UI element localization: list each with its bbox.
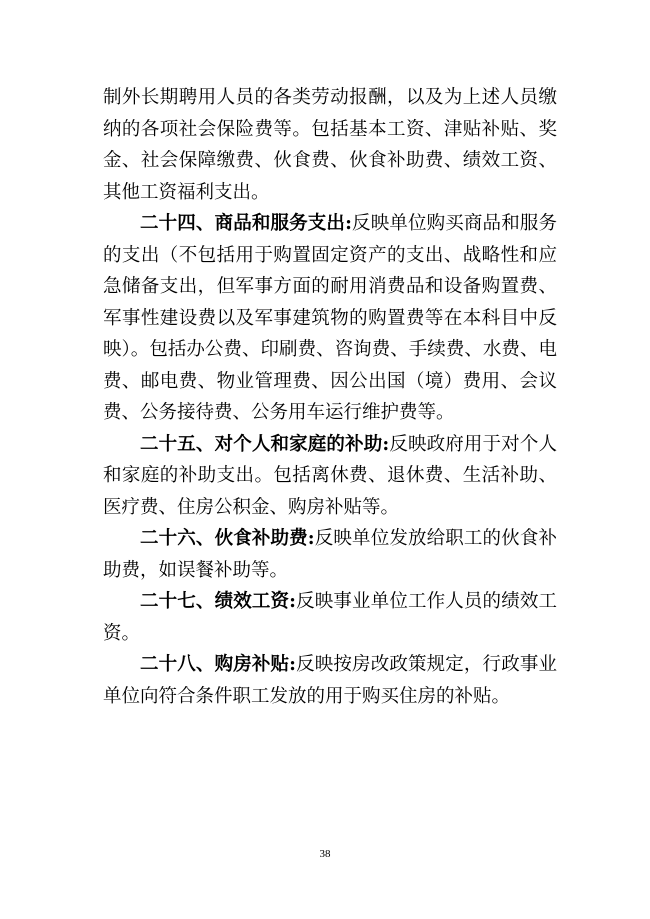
- item-term-27: 二十七、绩效工资:: [140, 591, 296, 612]
- item-body-26: 反映单位发放给职工的伙食补助费，如误餐补助等。: [103, 528, 557, 581]
- item-paragraph-26: [103, 523, 557, 586]
- item-term-24: 二十四、商品和服务支出:: [140, 213, 352, 234]
- item-body-28: 反映按房改政策规定，行政事业单位向符合条件职工发放的用于购买住房的补贴。: [103, 654, 557, 707]
- item-term-25: 二十五、对个人和家庭的补助:: [140, 433, 390, 455]
- item-term-28: 二十八、购房补贴:: [140, 654, 296, 675]
- item-paragraph-28: [103, 649, 557, 712]
- item-paragraph-24: [103, 208, 557, 429]
- item-body-24: 反映单位购买商品和服务的支出（不包括用于购置固定资产的支出、战略性和应急储备支出，但军事方面的耐用消费品和设备购置费、军事性建设费以及军事建筑物的购置费等在本科目中反映）。包括办公费、印刷费、咨询费、手续费、水费、电费、邮电费、物业管理费、因公出国（境）费用、会议费、公务接待费、公务用车运行维护费等。: [103, 213, 557, 423]
- intro-paragraph: 制外长期聘用人员的各类劳动报酬，以及为上述人员缴纳的各项社会保险费等。包括基本工资、津贴补贴、奖金、社会保障缴费、伙食费、伙食补助费、绩效工资、其他工资福利支出。: [103, 87, 557, 203]
- page-number: 38: [319, 848, 331, 860]
- item-term-26: 二十六、伙食补助费:: [140, 528, 315, 549]
- item-paragraph-27: [103, 586, 557, 649]
- item-body-25: 反映政府用于对个人和家庭的补助支出。包括离休费、退休费、生活补助、医疗费、住房公积金、购房补贴等。: [103, 433, 557, 518]
- item-body-27: 反映事业单位工作人员的绩效工资。: [103, 591, 557, 644]
- item-paragraph-25: [103, 429, 557, 524]
- document-body: [103, 82, 557, 712]
